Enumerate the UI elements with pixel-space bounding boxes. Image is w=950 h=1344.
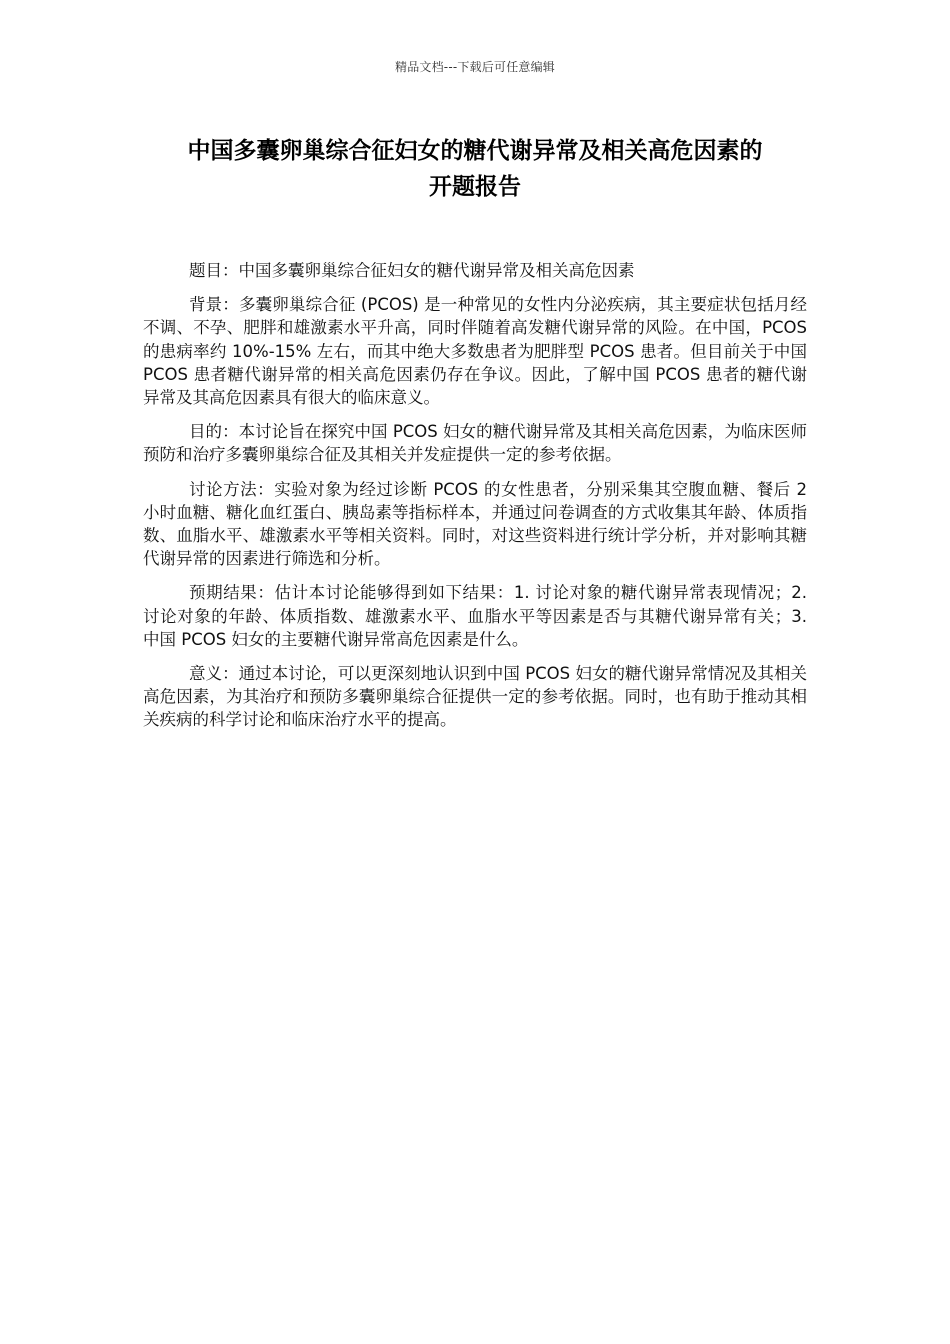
title-line-1: 中国多囊卵巢综合征妇女的糖代谢异常及相关高危因素的 xyxy=(187,138,763,164)
paragraph-topic: 题目：中国多囊卵巢综合征妇女的糖代谢异常及相关高危因素 xyxy=(189,261,635,280)
paragraph-purpose: 目的：本讨论旨在探究中国 PCOS 妇女的糖代谢异常及其相关高危因素，为临床医师预防和治疗多囊卵巢综合征及其相关并发症提供一定的参考依据。 xyxy=(143,422,807,465)
header-note: 精品文档---下载后可任意编辑 xyxy=(395,60,555,74)
paragraph-background: 背景：多囊卵巢综合征 (PCOS) 是一种常见的女性内分泌疾病，其主要症状包括月经不调、不孕、肥胖和雄激素水平升高，同时伴随着高发糖代谢异常的风险。在中国，PCOS 的患病率约 10%-15% 左右，而其中绝大多数患者为肥胖型 PCOS 患者。但目前关于中国 PCOS 患者糖代谢异常的相关高危因素仍存在争议。因此，了解中国 PCOS 患者的糖代谢异常及其高危因素具有很大的临床意义。 xyxy=(143,295,807,408)
title-line-2: 开题报告 xyxy=(429,174,521,200)
paragraph-expected-results: 预期结果：估计本讨论能够得到如下结果：1. 讨论对象的糖代谢异常表现情况；2. 讨论对象的年龄、体质指数、雄激素水平、血脂水平等因素是否与其糖代谢异常有关；3. 中国 PCOS 妇女的主要糖代谢异常高危因素是什么。 xyxy=(143,583,807,649)
document-title xyxy=(143,133,807,205)
paragraph-significance: 意义：通过本讨论，可以更深刻地认识到中国 PCOS 妇女的糖代谢异常情况及其相关高危因素，为其治疗和预防多囊卵巢综合征提供一定的参考依据。同时，也有助于推动其相关疾病的科学讨论和临床治疗水平的提高。 xyxy=(143,664,807,730)
document-body xyxy=(143,259,807,743)
paragraph-methods: 讨论方法：实验对象为经过诊断 PCOS 的女性患者，分别采集其空腹血糖、餐后 2 小时血糖、糖化血红蛋白、胰岛素等指标样本，并通过问卷调查的方式收集其年龄、体质指数、血脂水平、雄激素水平等相关资料。同时，对这些资料进行统计学分析，并对影响其糖代谢异常的因素进行筛选和分析。 xyxy=(143,479,807,569)
